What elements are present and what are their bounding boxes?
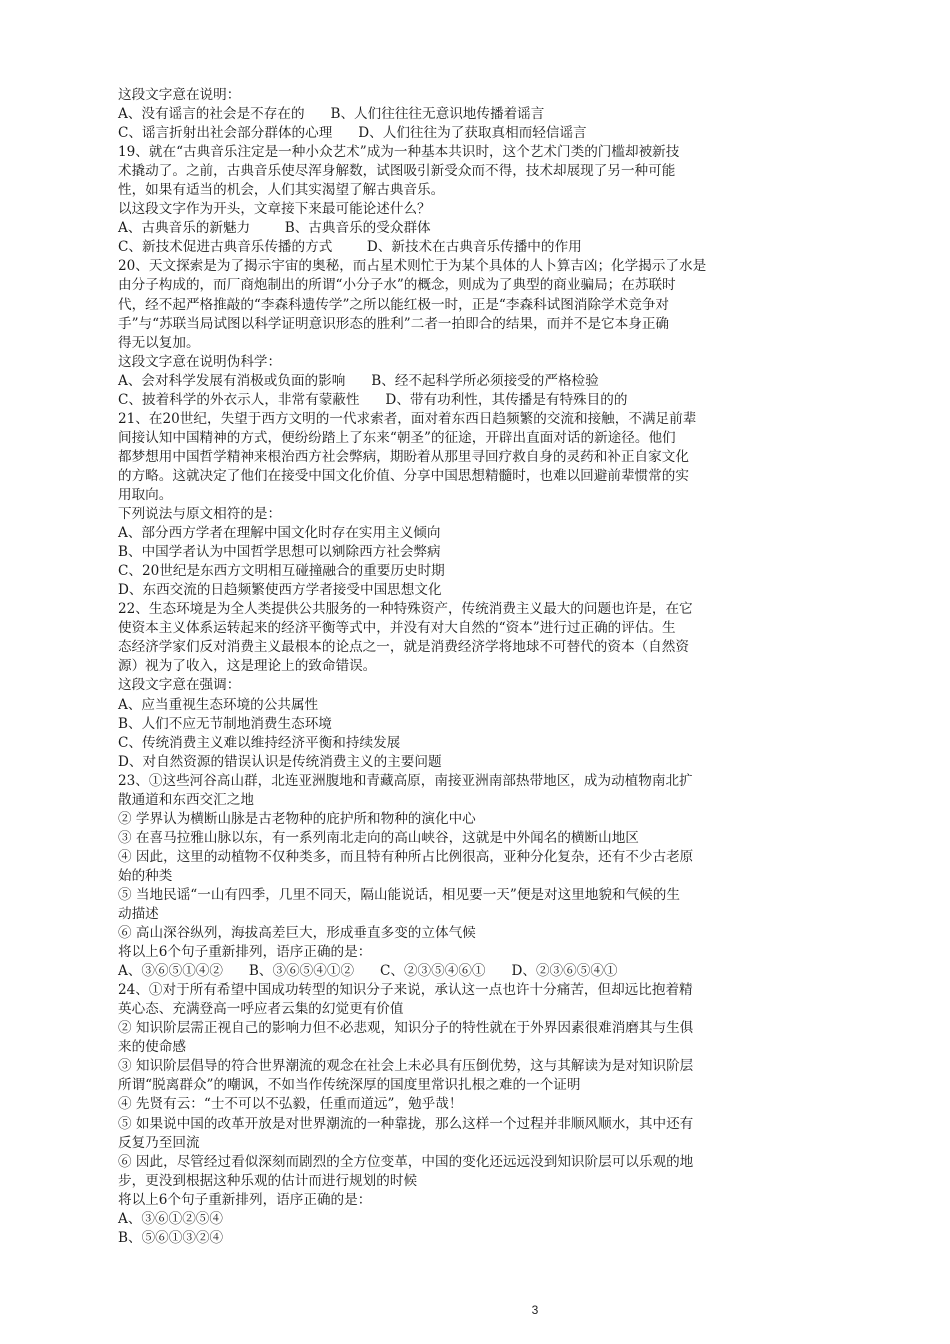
text-line: 使资本主义体系运转起来的经济平衡等式中，并没有对大自然的“资本”进行过正确的评估。生 xyxy=(118,620,676,637)
text-line: 术撬动了。之前，古典音乐使尽浑身解数，试图吸引新受众而不得，技术却展现了另一种可能 xyxy=(118,163,676,180)
document-body xyxy=(118,86,830,1248)
option-line: A、会对科学发展有消极或负面的影响 B、经不起科学所必须接受的严格检验 xyxy=(118,372,599,389)
page-number: 3 xyxy=(531,1303,539,1317)
text-line: 步，更没到根据这种乐观的估计而进行规划的时候 xyxy=(118,1172,418,1189)
text-line: 的方略。这就决定了他们在接受中国文化价值、分享中国思想精髓时，也难以回避前辈惯常的实 xyxy=(118,467,689,484)
option-line: D、对自然资源的错误认识是传统消费主义的主要问题 xyxy=(118,753,442,770)
question-19: 19、就在“古典音乐注定是一种小众艺术”成为一种基本共识时，这个艺术门类的门槛却被新技 xyxy=(118,144,680,161)
text-line: 由分子构成的，而厂商炮制出的所谓“小分子水”的概念，则成为了典型的商业骗局；在苏联时 xyxy=(118,277,676,294)
sentence-line: ⑥ 因此，尽管经过看似深刻而剧烈的全方位变革，中国的变化还远远没到知识阶层可以乐观的地 xyxy=(118,1153,694,1170)
sentence-line: ⑤ 如果说中国的改革开放是对世界潮流的一种靠拢，那么这样一个过程并非顺风顺水，其中还有 xyxy=(118,1115,694,1132)
sentence-line: ③ 在喜马拉雅山脉以东，有一系列南北走向的高山峡谷，这就是中外闻名的横断山地区 xyxy=(118,829,639,846)
text-line: 得无以复加。 xyxy=(118,334,200,351)
option-line: A、部分西方学者在理解中国文化时存在实用主义倾向 xyxy=(118,525,441,542)
text-line: 英心态、充满登高一呼应者云集的幻觉更有价值 xyxy=(118,1001,404,1018)
sentence-line: ④ 先贤有云：“士不可以不弘毅，任重而道远”，勉乎哉！ xyxy=(118,1096,463,1113)
option-line: A、③⑥⑤①④② B、③⑥⑤④①② C、②③⑤④⑥① D、②③⑥⑤④① xyxy=(118,963,618,980)
text-line: 态经济学家们反对消费主义最根本的论点之一，就是消费经济学将地球不可替代的资本（自然资 xyxy=(118,639,689,656)
prompt-line: 将以上6个句子重新排列，语序正确的是： xyxy=(118,944,372,961)
option-line: B、人们不应无节制地消费生态环境 xyxy=(118,715,332,732)
text-line: 源）视为了收入，这是理论上的致命错误。 xyxy=(118,658,377,675)
option-line: A、应当重视生态环境的公共属性 xyxy=(118,696,319,713)
option-line: B、⑤⑥①③②④ xyxy=(118,1229,224,1246)
text-line: 散通道和东西交汇之地 xyxy=(118,791,254,808)
text-line: 都梦想用中国哲学精神来根治西方社会弊病，期盼着从那里寻回疗救自身的灵药和补正自家文化 xyxy=(118,448,689,465)
sentence-line: ④ 因此，这里的动植物不仅种类多，而且特有种所占比例很高，亚种分化复杂，还有不少古老原 xyxy=(118,848,694,865)
question-24: 24、①对于所有希望中国成功转型的知识分子来说，承认这一点也许十分痛苦，但却远比抱着精 xyxy=(118,982,693,999)
prompt-line: 将以上6个句子重新排列，语序正确的是： xyxy=(118,1191,372,1208)
question-23: 23、①这些河谷高山群，北连亚洲腹地和青藏高原，南接亚洲南部热带地区，成为动植物南北扩 xyxy=(118,772,693,789)
text-line: 用取向。 xyxy=(118,486,173,503)
prompt-line: 下列说法与原文相符的是： xyxy=(118,506,282,523)
option-line: C、传统消费主义难以维持经济平衡和持续发展 xyxy=(118,734,401,751)
question-20: 20、天文探索是为了揭示宇宙的奥秘，而占星术则忙于为某个具体的人卜算吉凶；化学揭示了水是 xyxy=(118,258,707,275)
text-line: 所谓“脱离群众”的嘲讽，不如当作传统深厚的国度里常识扎根之难的一个证明 xyxy=(118,1077,581,1094)
text-line: 动描述 xyxy=(118,906,159,923)
text-line: 间接认知中国精神的方式，便纷纷踏上了东来“朝圣”的征途，开辟出直面对话的新途径。他们 xyxy=(118,429,676,446)
text-line: 性，如果有适当的机会，人们其实渴望了解古典音乐。 xyxy=(118,182,445,199)
prompt-line: 这段文字意在说明伪科学： xyxy=(118,353,282,370)
option-line: A、③⑥①②⑤④ xyxy=(118,1210,223,1227)
option-line: C、披着科学的外衣示人，非常有蒙蔽性 D、带有功利性，其传播是有特殊目的的 xyxy=(118,391,628,408)
option-line: D、东西交流的日趋频繁使西方学者接受中国思想文化 xyxy=(118,582,442,599)
prompt-line: 这段文字意在强调： xyxy=(118,677,241,694)
option-line: C、新技术促进古典音乐传播的方式 D、新技术在古典音乐传播中的作用 xyxy=(118,239,582,256)
sentence-line: ⑤ 当地民谣“一山有四季，几里不同天，隔山能说话，相见要一天”便是对这里地貌和气候的生 xyxy=(118,886,680,903)
sentence-line: ③ 知识阶层倡导的符合世界潮流的观念在社会上未必具有压倒优势，这与其解读为是对知识阶层 xyxy=(118,1058,694,1075)
prompt-line: 以这段文字作为开头，文章接下来最可能论述什么？ xyxy=(118,201,431,218)
question-22: 22、生态环境是为全人类提供公共服务的一种特殊资产，传统消费主义最大的问题也许是，在它 xyxy=(118,601,693,618)
text-line: 手”与“苏联当局试图以科学证明意识形态的胜利”二者一拍即合的结果，而并不是它本身正确 xyxy=(118,315,670,332)
text-line: 这段文字意在说明： xyxy=(118,87,241,103)
option-line: C、20世纪是东西方文明相互碰撞融合的重要历史时期 xyxy=(118,563,445,580)
question-21: 21、在20世纪，失望于西方文明的一代求索者，面对着东西日趋频繁的交流和接触，不满足前辈 xyxy=(118,410,697,427)
text-line: 反复乃至回流 xyxy=(118,1134,200,1151)
text-line: 始的种类 xyxy=(118,867,173,884)
text-line: 代，经不起严格推敲的“李森科遗传学”之所以能红极一时，正是“李森科试图消除学术竞争对 xyxy=(118,296,670,313)
sentence-line: ② 学界认为横断山脉是古老物种的庇护所和物种的演化中心 xyxy=(118,810,476,827)
option-line: C、谣言折射出社会部分群体的心理 D、人们往往为了获取真相而轻信谣言 xyxy=(118,125,587,142)
sentence-line: ② 知识阶层需正视自己的影响力但不必悲观，知识分子的特性就在于外界因素很难消磨其与生俱 xyxy=(118,1020,694,1037)
sentence-line: ⑥ 高山深谷纵列，海拔高差巨大，形成垂直多变的立体气候 xyxy=(118,925,476,942)
option-line: A、没有谣言的社会是不存在的 B、人们往往往无意识地传播着谣言 xyxy=(118,106,545,123)
option-line: B、中国学者认为中国哲学思想可以剜除西方社会弊病 xyxy=(118,544,441,561)
text-line: 来的使命感 xyxy=(118,1039,186,1056)
option-line: A、古典音乐的新魅力 B、古典音乐的受众群体 xyxy=(118,220,431,237)
